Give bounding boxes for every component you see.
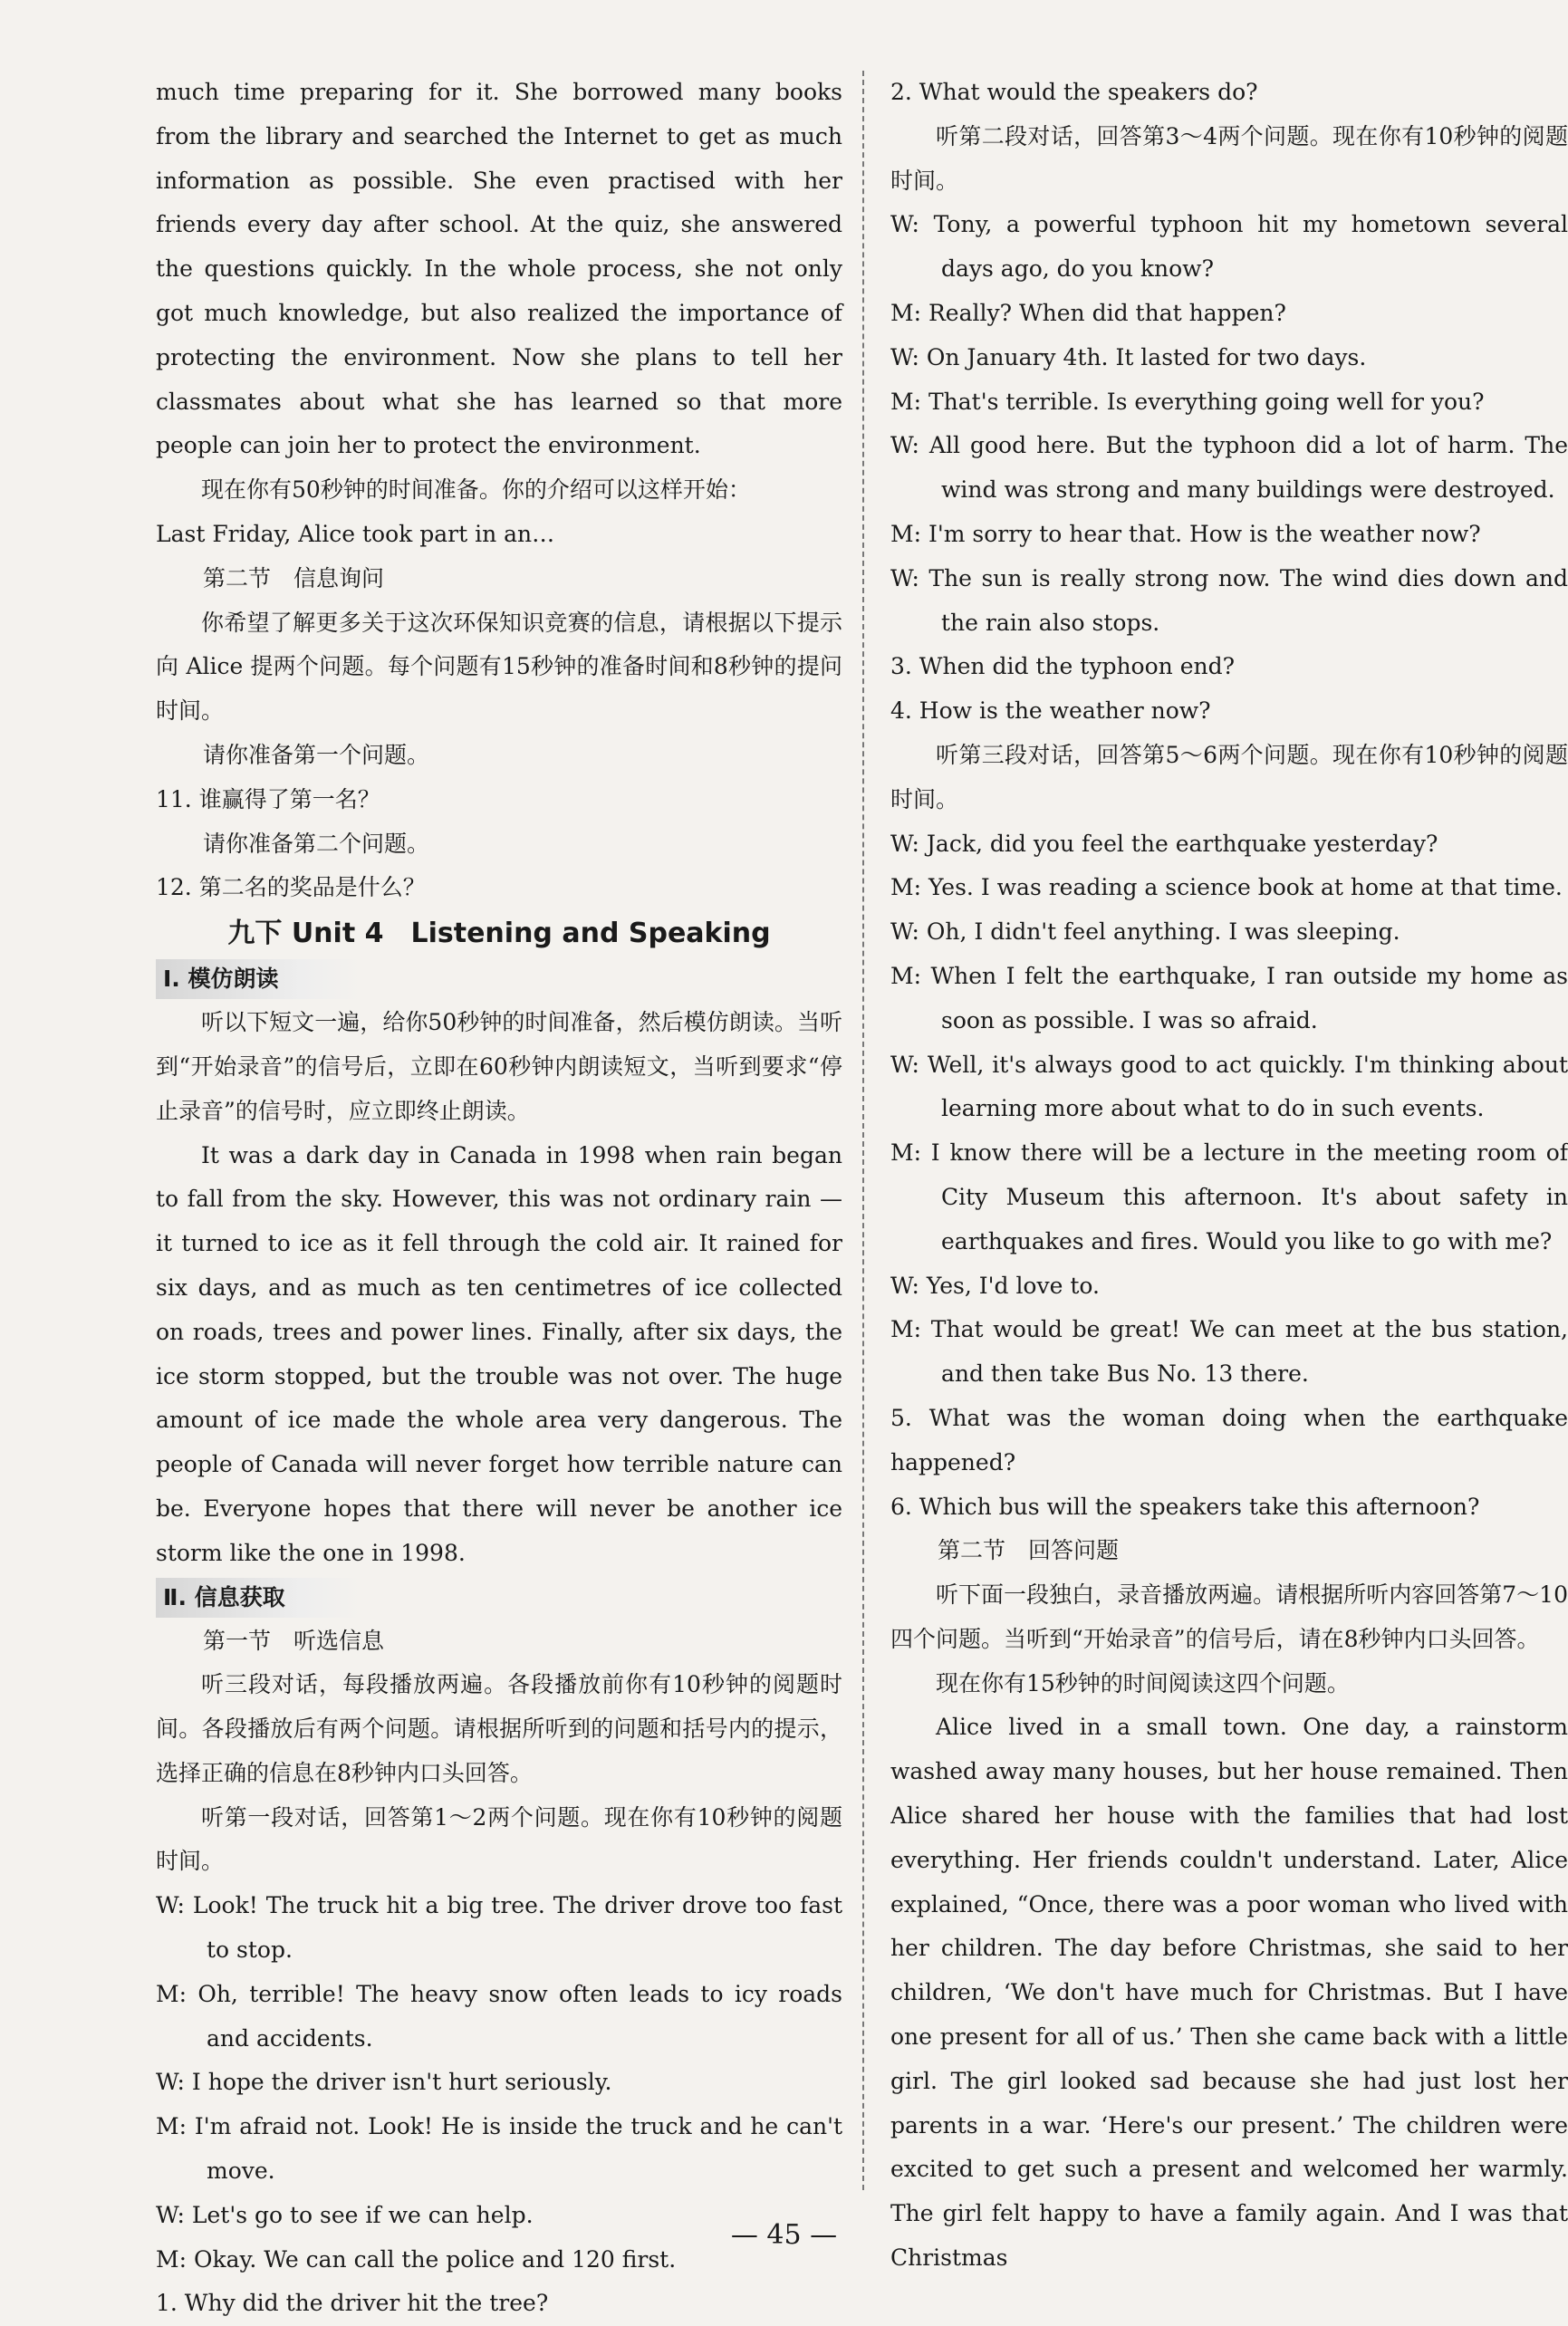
monologue-passage: Alice lived in a small town. One day, a rainstorm washed away many houses, but her house remained. Then Alice shared her house with the families that had lost everything. Her friends couldn't understand. Later, Alice explained, “Once, there was a poor woman who lived with her children. The day before Christmas, she said to her children, ‘We don't have much for Christmas. But I have one present for all of us.’ Then she came back with a little girl. The girl looked sad because she had just lost her parents in a war. ‘Here's our present.’ The children were excited to get such a present and welcomed her warmly. The girl felt happy to have a family again. And I was that Christmas <box>890 1714 1568 2272</box>
section2-title: 第二节 信息询问 <box>203 564 385 591</box>
part2-heading: Ⅱ. 信息获取 <box>156 1578 362 1618</box>
sec1-instruction: 听三段对话，每段播放两遍。各段播放前你有10秒钟的阅题时间。各段播放后有两个问题。请根据所听到的问题和括号内的提示，选择正确的信息在8秒钟内口头回答。 <box>156 1671 842 1786</box>
prep-instruction: 现在你有50秒钟的时间准备。你的介绍可以这样开始： <box>201 476 751 504</box>
passage-continuation: much time preparing for it. She borrowed many books from the library and searched the Internet to get as much information as possible. She even practised with her friends every day after school. At the quiz, she answered the questions quickly. In the whole process, she not only got much knowledge, but also realized the importance of protecting the environment. Now she plans to tell her classmates about what she has learned so that more people can join her to protect the environment. <box>156 79 842 459</box>
dialog-line: W: All good here. But the typhoon did a lot of harm. The wind was strong and many buildings were destroyed. <box>890 432 1568 504</box>
dialog1-instruction: 听第一段对话，回答第1～2两个问题。现在你有10秒钟的阅题时间。 <box>156 1803 842 1875</box>
dialog-line: W: Yes, I'd love to. <box>890 1272 1100 1299</box>
question-5: 5. What was the woman doing when the earthquake happened? <box>890 1404 1568 1475</box>
dialog-line: M: I know there will be a lecture in the meeting room of City Museum this afternoon. It's about safety in earthquakes and fires. Would you like to go with me? <box>890 1139 1568 1254</box>
dialog-line: W: I hope the driver isn't hurt seriously. <box>156 2069 612 2096</box>
dialog-line: W: Oh, I didn't feel anything. I was sleeping. <box>890 918 1400 946</box>
question-3: 3. When did the typhoon end? <box>890 653 1236 680</box>
page-number: — 45 — <box>730 2219 838 2251</box>
right-column <box>890 71 1568 2281</box>
reading-passage: It was a dark day in Canada in 1998 when rain began to fall from the sky. However, this was not ordinary rain — it turned to ice as it fell through the cold air. It rained for six days, and as much as ten centimetres of ice collected on roads, trees and power lines. Finally, after six days, the ice storm stopped, but the trouble was not over. The huge amount of ice made the whole area very dangerous. The people of Canada will never forget how terrible nature can be. Everyone hopes that there will never be another ice storm like the one in 1998. <box>156 1141 842 1566</box>
question-4: 4. How is the weather now? <box>890 697 1211 725</box>
dialog-line: M: I'm sorry to hear that. How is the weather now? <box>890 520 1481 547</box>
part1-instruction: 听以下短文一遍，给你50秒钟的时间准备，然后模仿朗读。当听到“开始录音”的信号后，立即在60秒钟内朗读短文，当听到要求“停止录音”的信号时，应立即终止朗读。 <box>156 1009 842 1124</box>
sec1-title: 第一节 听选信息 <box>203 1627 385 1654</box>
start-phrase: Last Friday, Alice took part in an… <box>156 520 555 547</box>
part1-heading: Ⅰ. 模仿朗读 <box>156 959 362 999</box>
dialog2-instruction: 听第二段对话，回答第3～4两个问题。现在你有10秒钟的阅题时间。 <box>890 122 1568 194</box>
unit-title: 九下 Unit 4 Listening and Speaking <box>227 918 771 950</box>
dialog-line: M: Really? When did that happen? <box>890 299 1286 326</box>
left-column <box>156 71 842 2326</box>
dialog-line: W: The sun is really strong now. The wind dies down and the rain also stops. <box>890 564 1568 636</box>
dialog-line: W: Look! The truck hit a big tree. The driver drove too fast to stop. <box>156 1892 842 1964</box>
column-divider <box>862 71 864 2190</box>
dialog-line: M: Okay. We can call the police and 120 first. <box>156 2245 677 2273</box>
dialog-line: M: When I felt the earthquake, I ran outside my home as soon as possible. I was so afraid. <box>890 962 1568 1033</box>
dialog-line: W: Jack, did you feel the earthquake yesterday? <box>890 830 1438 857</box>
question-12: 12. 第二名的奖品是什么？ <box>156 874 426 901</box>
dialog-line: M: Oh, terrible! The heavy snow often leads to icy roads and accidents. <box>156 1980 842 2052</box>
dialog-line: W: Let's go to see if we can help. <box>156 2201 534 2228</box>
dialog-line: W: On January 4th. It lasted for two days. <box>890 343 1367 370</box>
dialog-line: M: Yes. I was reading a science book at home at that time. <box>890 874 1563 901</box>
read-time-instruction: 现在你有15秒钟的时间阅读这四个问题。 <box>936 1669 1350 1696</box>
prep-question-2: 请你准备第二个问题。 <box>203 830 430 857</box>
sec2-title: 第二节 回答问题 <box>938 1537 1120 1564</box>
dialog-line: M: That would be great! We can meet at the bus station, and then take Bus No. 13 there. <box>890 1316 1568 1388</box>
question-1: 1. Why did the driver hit the tree? <box>156 2290 549 2317</box>
dialog-line: W: Well, it's always good to act quickly. I'm thinking about learning more about what to do in such events. <box>890 1051 1568 1122</box>
dialog-line: M: I'm afraid not. Look! He is inside the truck and he can't move. <box>156 2113 842 2185</box>
prep-question-1: 请你准备第一个问题。 <box>203 741 430 768</box>
question-11: 11. 谁赢得了第一名？ <box>156 785 380 812</box>
section2-instruction: 你希望了解更多关于这次环保知识竞赛的信息，请根据以下提示向 Alice 提两个问题。每个问题有15秒钟的准备时间和8秒钟的提问时间。 <box>156 609 842 725</box>
dialog-line: W: Tony, a powerful typhoon hit my hometown several days ago, do you know? <box>890 211 1568 283</box>
question-2: 2. What would the speakers do? <box>890 79 1258 105</box>
dialog3-instruction: 听第三段对话，回答第5～6两个问题。现在你有10秒钟的阅题时间。 <box>890 741 1568 812</box>
question-6: 6. Which bus will the speakers take this afternoon? <box>890 1493 1480 1520</box>
sec2-instruction: 听下面一段独白，录音播放两遍。请根据所听内容回答第7～10四个问题。当听到“开始录音”的信号后，请在8秒钟内口头回答。 <box>890 1581 1568 1652</box>
dialog-line: M: That's terrible. Is everything going well for you? <box>890 388 1485 415</box>
